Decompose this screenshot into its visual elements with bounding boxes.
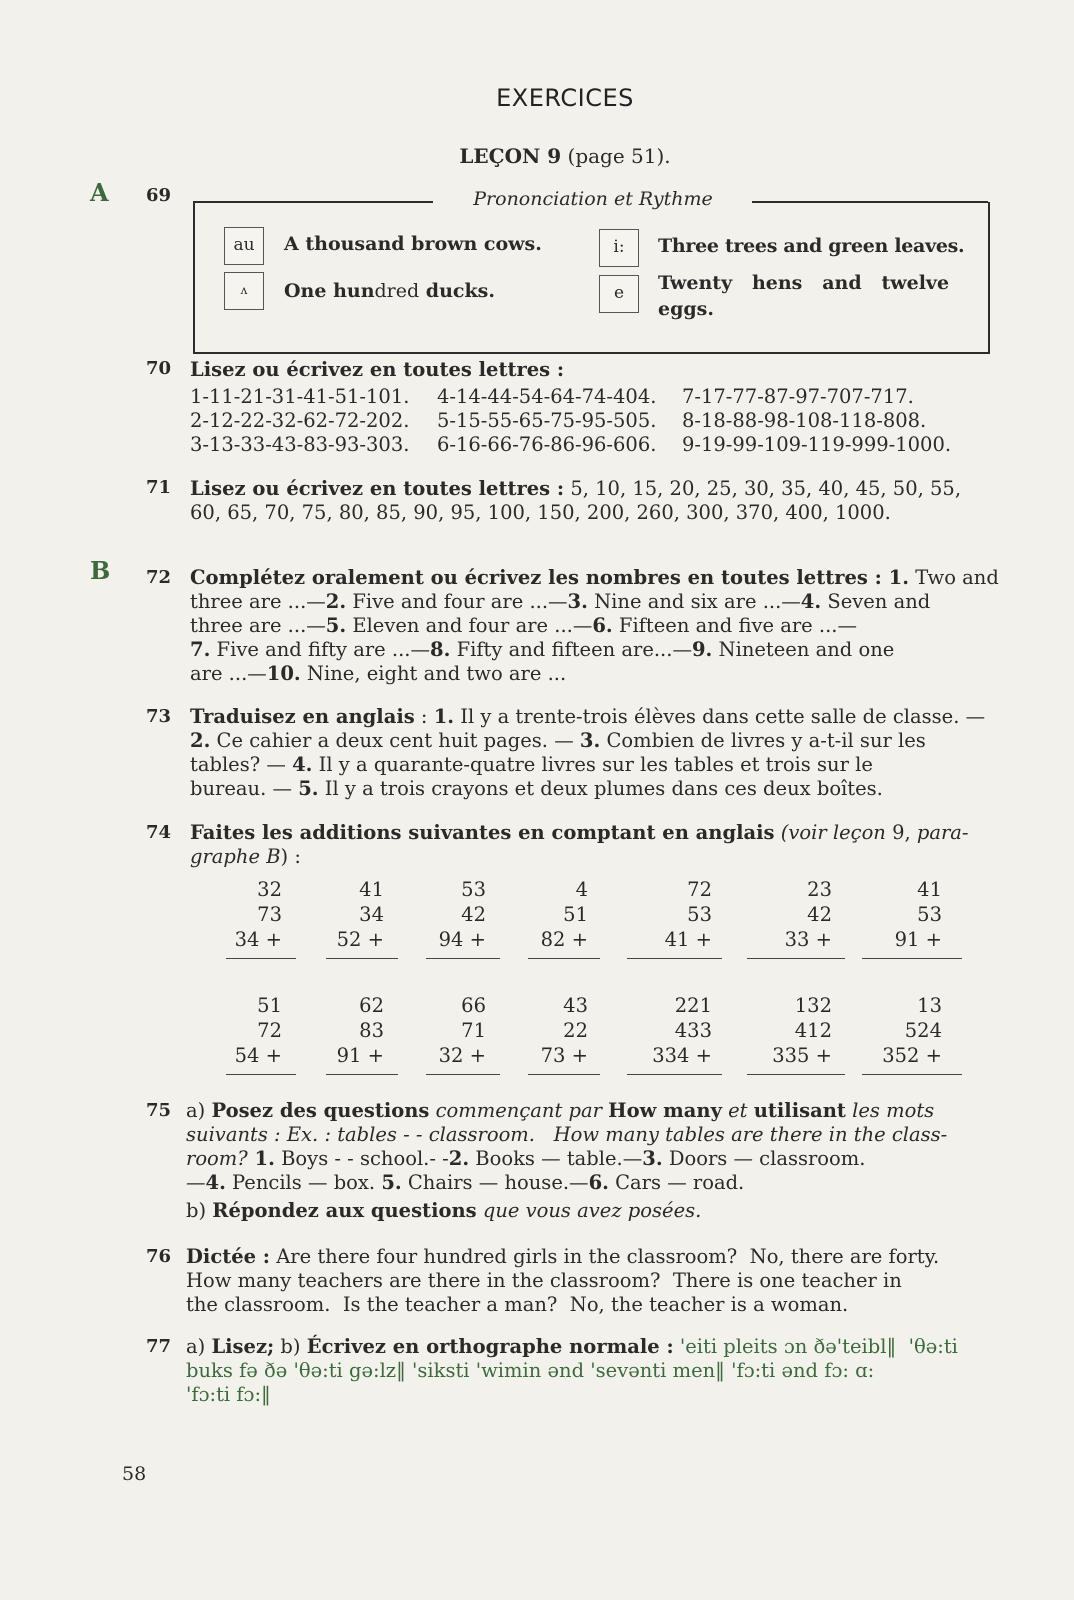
text-bold: Faites les additions suivantes en comptant en anglais bbox=[190, 821, 775, 844]
number-seq: 1-11-21-31-41-51-101. bbox=[190, 385, 410, 408]
text-line bbox=[186, 1147, 996, 1171]
addend: 72 bbox=[687, 878, 712, 901]
item-number: 6. bbox=[588, 1171, 609, 1194]
lesson-heading bbox=[0, 144, 1074, 168]
lesson-page-ref: (page 51). bbox=[567, 144, 671, 168]
phonetic-text: 'eiti pleits ɔn ðə'teibl‖ 'θə:ti bbox=[673, 1335, 958, 1358]
addend: 51 bbox=[257, 994, 282, 1017]
text: a) bbox=[186, 1335, 212, 1358]
exercise-76-body bbox=[186, 1245, 996, 1317]
text-line bbox=[190, 477, 990, 501]
addend: 73 bbox=[257, 903, 282, 926]
sum-line bbox=[627, 1074, 722, 1075]
text-italic: commençant par bbox=[429, 1099, 609, 1122]
text-line: the classroom. Is the teacher a man? No, the teacher is a woman. bbox=[186, 1293, 849, 1316]
text-line bbox=[190, 777, 990, 801]
text: Boys - - school.- - bbox=[274, 1147, 449, 1170]
text: Books — table.— bbox=[469, 1147, 643, 1170]
addend-with-plus: 91 + bbox=[336, 1044, 384, 1067]
item-number: 5. bbox=[298, 777, 319, 800]
item-number: 3. bbox=[567, 590, 588, 613]
text: three are ...— bbox=[190, 614, 326, 637]
text-italic: para- bbox=[910, 821, 969, 844]
phrase-part: ducks. bbox=[425, 280, 495, 302]
text-line bbox=[190, 821, 990, 845]
exercise-70-instruction bbox=[190, 358, 564, 382]
number-list: 60, 65, 70, 75, 80, 85, 90, 95, 100, 150, 200, 260, 300, 370, 400, 1000. bbox=[190, 501, 891, 524]
exercise-73-body bbox=[190, 705, 990, 801]
text: Combien de livres y a-t-il sur les bbox=[600, 729, 926, 752]
addend: 34 bbox=[359, 903, 384, 926]
addend-with-plus: 352 + bbox=[882, 1044, 942, 1067]
phrase-part: One hun bbox=[284, 280, 375, 302]
text: a) bbox=[186, 1099, 212, 1122]
phrase-part: A thousand bbox=[284, 233, 405, 255]
text: Five and fifty are ...— bbox=[210, 638, 431, 661]
phonetic-symbol-au: au bbox=[224, 227, 264, 265]
text-italic: les mots bbox=[845, 1099, 935, 1122]
text: Nineteen and one bbox=[712, 638, 895, 661]
phonetic-text: 'fɔ:ti fɔ:‖ bbox=[186, 1383, 271, 1406]
item-number: 6. bbox=[592, 614, 613, 637]
number-seq: 4-14-44-54-64-74-404. bbox=[437, 385, 657, 408]
text-line bbox=[190, 638, 990, 662]
exercise-72-number: 72 bbox=[146, 567, 172, 588]
text: bureau. — bbox=[190, 777, 299, 800]
text-line bbox=[190, 705, 990, 729]
sum-line bbox=[326, 1074, 398, 1075]
item-number: 4. bbox=[292, 753, 313, 776]
text-line bbox=[190, 662, 990, 686]
phonetic-symbol-e: e bbox=[599, 275, 639, 313]
exercise-75-body bbox=[186, 1099, 996, 1223]
phrase-hundred-ducks bbox=[284, 280, 495, 302]
text: Doors — classroom. bbox=[662, 1147, 866, 1170]
phonetic-symbol-wedge: ʌ bbox=[224, 272, 264, 310]
text-bold: Dictée : bbox=[186, 1245, 270, 1268]
phrase-three-trees: Three trees and green leaves. bbox=[658, 235, 965, 257]
pronunciation-box-title: Prononciation et Rythme bbox=[473, 188, 713, 210]
number-seq: 9-19-99-109-119-999-1000. bbox=[682, 433, 952, 456]
text: Fifteen and five are ...— bbox=[612, 614, 857, 637]
text: Are there four hundred girls in the classroom? No, there are forty. bbox=[270, 1245, 940, 1268]
addend-with-plus: 34 + bbox=[234, 928, 282, 951]
text: Cars — road. bbox=[608, 1171, 745, 1194]
addend: 83 bbox=[359, 1019, 384, 1042]
text-line bbox=[190, 590, 990, 614]
text-italic: suivants : Ex. : tables - - classroom. bbox=[186, 1123, 536, 1146]
number-row bbox=[190, 433, 990, 457]
addend: 221 bbox=[674, 994, 712, 1017]
exercise-71-body bbox=[190, 477, 990, 525]
addend: 22 bbox=[563, 1019, 588, 1042]
text: Nine and six are ...— bbox=[587, 590, 801, 613]
item-number: 4. bbox=[800, 590, 822, 613]
text: — bbox=[186, 1171, 206, 1194]
item-number: 1. bbox=[247, 1147, 275, 1170]
text-bold: Lisez; bbox=[211, 1335, 275, 1358]
text-bold: Posez des questions bbox=[211, 1099, 430, 1122]
item-number: 3. bbox=[642, 1147, 663, 1170]
addend: 42 bbox=[807, 903, 832, 926]
text-line bbox=[186, 1245, 996, 1269]
phrase-thousand-brown-cows bbox=[284, 233, 542, 255]
exercise-75-number: 75 bbox=[146, 1100, 172, 1121]
text: Eleven and four are ...— bbox=[346, 614, 593, 637]
text: Fifty and fifteen are...— bbox=[450, 638, 692, 661]
sum-line bbox=[226, 1074, 296, 1075]
addend-with-plus: 33 + bbox=[784, 928, 832, 951]
text: Two and bbox=[909, 566, 999, 589]
sum-line bbox=[528, 1074, 600, 1075]
addend: 433 bbox=[674, 1019, 712, 1042]
text-bold: Traduisez en anglais bbox=[190, 705, 415, 728]
addend: 13 bbox=[917, 994, 942, 1017]
item-number: 4. bbox=[205, 1171, 226, 1194]
text: b) bbox=[186, 1199, 213, 1222]
text-line bbox=[190, 729, 990, 753]
addend: 23 bbox=[807, 878, 832, 901]
lesson-number: LEÇON 9 bbox=[459, 144, 562, 168]
box-top-border-left bbox=[193, 201, 433, 203]
item-number: 2. bbox=[190, 729, 211, 752]
text-line bbox=[186, 1335, 996, 1359]
text: Il y a trois crayons et deux plumes dans ces deux boîtes. bbox=[318, 777, 883, 800]
number-row bbox=[190, 409, 990, 433]
instruction-text: Lisez ou écrivez en toutes lettres : bbox=[190, 358, 565, 381]
sum-line bbox=[426, 1074, 500, 1075]
text-line bbox=[186, 1099, 996, 1123]
text-bold: Répondez aux questions bbox=[212, 1199, 477, 1222]
text-bold: Écrivez en orthographe normale : bbox=[306, 1335, 674, 1358]
text-italic: que vous avez posées. bbox=[476, 1199, 702, 1222]
exercise-74-number: 74 bbox=[146, 822, 172, 843]
item-number: 8. bbox=[430, 638, 451, 661]
phrase-twenty-hens-line2: eggs. bbox=[658, 298, 714, 320]
text: are ...— bbox=[190, 662, 267, 685]
number-seq: 6-16-66-76-86-96-606. bbox=[437, 433, 657, 456]
text-line bbox=[190, 753, 990, 777]
addend-with-plus: 335 + bbox=[772, 1044, 832, 1067]
item-number: 3. bbox=[579, 729, 601, 752]
addend-with-plus: 41 + bbox=[664, 928, 712, 951]
addend-with-plus: 54 + bbox=[234, 1044, 282, 1067]
exercise-72-body bbox=[190, 566, 999, 686]
text: Il y a trente-trois élèves dans cette salle de classe. — bbox=[454, 705, 986, 728]
text: : bbox=[414, 705, 434, 728]
addend: 53 bbox=[917, 903, 942, 926]
sum-line bbox=[747, 958, 845, 959]
item-number: 2. bbox=[325, 590, 347, 613]
text-line bbox=[186, 1171, 996, 1195]
phrase-part: dred bbox=[374, 280, 420, 302]
addend: 51 bbox=[563, 903, 588, 926]
instruction-text: Lisez ou écrivez en toutes lettres : bbox=[190, 477, 565, 500]
number-row bbox=[190, 385, 990, 409]
number-list: 5, 10, 15, 20, 25, 30, 35, 40, 45, 50, 55, bbox=[564, 477, 962, 500]
number-seq: 2-12-22-32-62-72-202. bbox=[190, 409, 410, 432]
text-bold: utilisant bbox=[753, 1099, 846, 1122]
addend-with-plus: 52 + bbox=[336, 928, 384, 951]
text-italic: et bbox=[721, 1099, 754, 1122]
addend: 524 bbox=[904, 1019, 942, 1042]
text-line bbox=[186, 1123, 996, 1147]
item-number: 9. bbox=[691, 638, 713, 661]
item-number: 10. bbox=[266, 662, 301, 685]
addend: 53 bbox=[687, 903, 712, 926]
text-bold: Complétez oralement ou écrivez les nombres en toutes lettres : 1. bbox=[190, 566, 910, 589]
text-line bbox=[190, 845, 990, 869]
text: Seven and bbox=[821, 590, 931, 613]
addend: 53 bbox=[461, 878, 486, 901]
addend: 42 bbox=[461, 903, 486, 926]
sum-line bbox=[528, 958, 600, 959]
text-italic: room? bbox=[186, 1147, 248, 1170]
addend-with-plus: 82 + bbox=[540, 928, 588, 951]
text: tables? — bbox=[190, 753, 293, 776]
phrase-twenty-hens-line1: Twenty hens and twelve bbox=[658, 272, 950, 294]
page-number: 58 bbox=[122, 1463, 147, 1485]
exercise-69-number: 69 bbox=[146, 185, 172, 206]
exercise-70-number: 70 bbox=[146, 358, 172, 379]
sum-line bbox=[747, 1074, 845, 1075]
sum-line bbox=[326, 958, 398, 959]
addend: 41 bbox=[917, 878, 942, 901]
addend: 71 bbox=[461, 1019, 486, 1042]
text: Il y a quarante-quatre livres sur les tables et trois sur le bbox=[312, 753, 873, 776]
addend: 62 bbox=[359, 994, 384, 1017]
exercise-77-number: 77 bbox=[146, 1336, 172, 1357]
exercise-74-instruction bbox=[190, 821, 990, 869]
item-number: 2. bbox=[448, 1147, 470, 1170]
section-b-marker: B bbox=[90, 556, 111, 585]
text-line: How many teachers are there in the classroom? There is one teacher in bbox=[186, 1269, 902, 1292]
text-line bbox=[190, 566, 999, 590]
text-line bbox=[186, 1199, 996, 1223]
text-italic: How many tables are there in the class- bbox=[535, 1123, 948, 1146]
addend: 66 bbox=[461, 994, 486, 1017]
text-italic: graphe B bbox=[190, 845, 281, 868]
sum-line bbox=[627, 958, 722, 959]
text: Pencils — box. bbox=[225, 1171, 382, 1194]
addend-with-plus: 334 + bbox=[652, 1044, 712, 1067]
addend: 43 bbox=[563, 994, 588, 1017]
addend: 72 bbox=[257, 1019, 282, 1042]
text: ) : bbox=[280, 845, 301, 868]
phonetic-symbol-i-long: i: bbox=[599, 229, 639, 267]
exercise-71-number: 71 bbox=[146, 477, 172, 498]
addend: 4 bbox=[575, 878, 588, 901]
exercise-73-number: 73 bbox=[146, 706, 172, 727]
exercise-76-number: 76 bbox=[146, 1246, 172, 1267]
addend-with-plus: 32 + bbox=[438, 1044, 486, 1067]
text: 9, bbox=[892, 821, 911, 844]
text-italic: (voir leçon bbox=[774, 821, 893, 844]
sum-line bbox=[426, 958, 500, 959]
text-bold: How many bbox=[608, 1099, 722, 1122]
box-top-border-right bbox=[752, 201, 988, 203]
item-number: 5. bbox=[325, 614, 347, 637]
text-line bbox=[190, 614, 990, 638]
addend-with-plus: 73 + bbox=[540, 1044, 588, 1067]
addend: 412 bbox=[794, 1019, 832, 1042]
number-seq: 8-18-88-98-108-118-808. bbox=[682, 409, 927, 432]
number-seq: 3-13-33-43-83-93-303. bbox=[190, 433, 410, 456]
number-seq: 7-17-77-87-97-707-717. bbox=[682, 385, 914, 408]
sum-line bbox=[862, 1074, 962, 1075]
sum-line bbox=[226, 958, 296, 959]
item-number: 5. bbox=[381, 1171, 402, 1194]
number-seq: 5-15-55-65-75-95-505. bbox=[437, 409, 657, 432]
exercise-77-body bbox=[186, 1335, 996, 1407]
text: Nine, eight and two are ... bbox=[300, 662, 567, 685]
text: Five and four are ...— bbox=[346, 590, 568, 613]
addend: 132 bbox=[794, 994, 832, 1017]
sum-line bbox=[862, 958, 962, 959]
text: Chairs — house.— bbox=[401, 1171, 589, 1194]
item-number: 1. bbox=[433, 705, 455, 728]
addend-with-plus: 91 + bbox=[894, 928, 942, 951]
addend-with-plus: 94 + bbox=[438, 928, 486, 951]
exercise-70-numbers bbox=[190, 385, 990, 457]
text: three are ...— bbox=[190, 590, 326, 613]
text: b) bbox=[274, 1335, 307, 1358]
phonetic-text: buks fə ðə 'θə:ti gə:lz‖ 'siksti 'wimin ənd 'sevənti men‖ 'fɔ:ti ənd fɔ: ɑ: bbox=[186, 1359, 875, 1382]
item-number: 7. bbox=[190, 638, 211, 661]
section-a-marker: A bbox=[90, 178, 109, 207]
text: Ce cahier a deux cent huit pages. — bbox=[210, 729, 580, 752]
addend: 41 bbox=[359, 878, 384, 901]
phrase-part: brown cows. bbox=[411, 233, 542, 255]
addend: 32 bbox=[257, 878, 282, 901]
page-title: EXERCICES bbox=[496, 84, 634, 112]
